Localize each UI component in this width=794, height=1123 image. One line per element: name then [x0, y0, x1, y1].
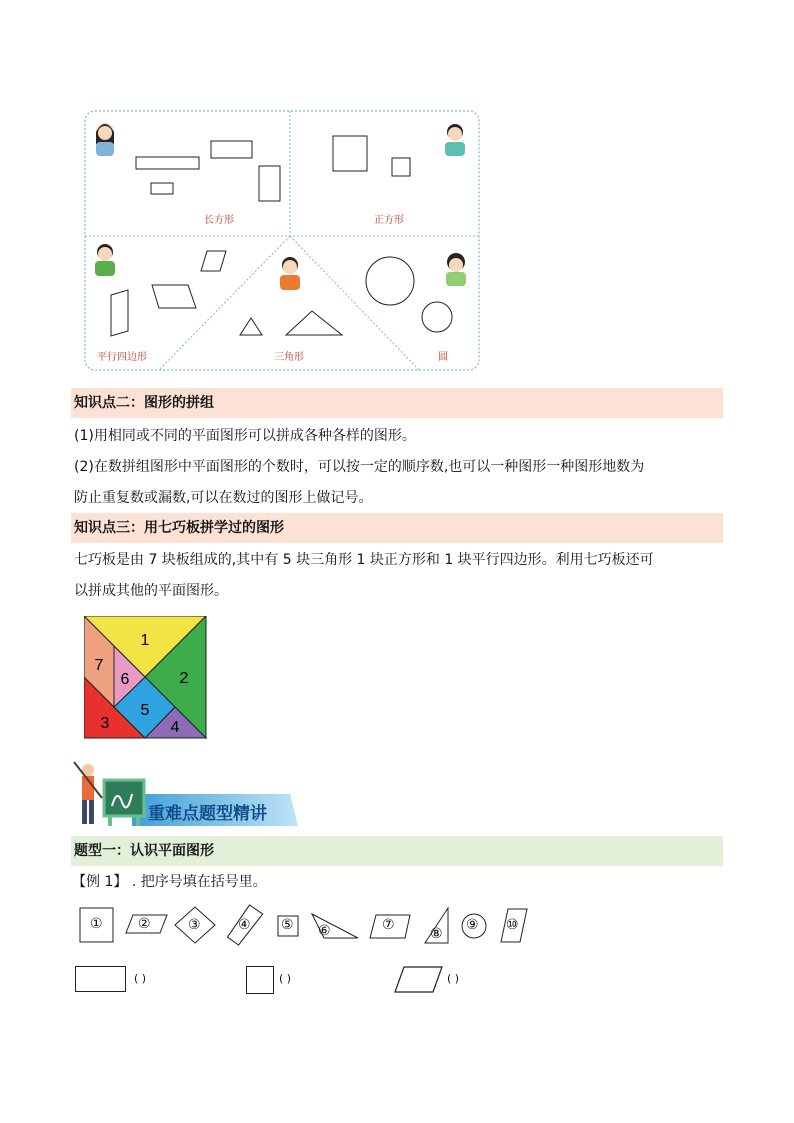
shape-num-10: ⑩ — [506, 917, 519, 933]
tangram-num-3: 3 — [100, 715, 110, 732]
tangram-num-2: 2 — [179, 670, 189, 687]
label-square: 正方形 — [374, 215, 404, 226]
shape-num-1: ① — [90, 916, 103, 932]
answer-paren-parallelogram[interactable]: ( ) — [447, 972, 460, 985]
answer-paren-rectangle[interactable]: ( ) — [134, 972, 147, 985]
answer-rectangle-shape — [75, 966, 126, 992]
section-3-paragraph-1b: 以拼成其他的平面图形。 — [74, 583, 228, 599]
answer-parallelogram-shape — [394, 966, 444, 994]
child-figure-3 — [95, 244, 115, 276]
child-figure-2 — [445, 124, 465, 156]
tangram-num-4: 4 — [170, 719, 180, 736]
shape-num-2: ② — [138, 916, 151, 932]
tangram-figure — [84, 616, 208, 740]
type-1-header: 题型一：认识平面图形 — [71, 836, 723, 866]
tangram-num-6: 6 — [120, 671, 130, 688]
shape-num-6: ⑥ — [318, 923, 331, 939]
shapes-row — [78, 904, 538, 946]
shape-num-4: ④ — [238, 917, 251, 933]
tangram-num-7: 7 — [94, 657, 104, 674]
example-1-text: 【例 1】 . 把序号填在括号里。 — [72, 874, 267, 890]
section-2-paragraph-2b: 防止重复数或漏数,可以在数过的图形上做记号。 — [74, 490, 373, 506]
shape-num-7: ⑦ — [382, 917, 395, 933]
key-points-banner — [72, 758, 302, 828]
shape-num-8: ⑧ — [430, 926, 443, 942]
shape-num-3: ③ — [188, 917, 201, 933]
section-2-paragraph-1: (1)用相同或不同的平面图形可以拼成各种各样的图形。 — [74, 428, 416, 444]
label-rectangle: 长方形 — [204, 215, 234, 226]
section-3-paragraph-1a: 七巧板是由 7 块板组成的,其中有 5 块三角形 1 块正方形和 1 块平行四边形。利用七巧板还可 — [74, 552, 654, 568]
shape-num-5: ⑤ — [281, 917, 294, 933]
child-figure-5 — [446, 253, 466, 286]
tangram-svg — [84, 616, 208, 740]
classification-frame — [84, 110, 480, 371]
answer-paren-square[interactable]: ( ) — [279, 972, 292, 985]
label-parallelogram: 平行四边形 — [97, 352, 147, 363]
section-2-header: 知识点二：图形的拼组 — [71, 388, 723, 418]
shape-classification-diagram — [84, 110, 480, 371]
label-circle: 圆 — [438, 352, 448, 363]
shape-num-9: ⑨ — [466, 917, 479, 933]
section-3-header: 知识点三：用七巧板拼学过的图形 — [71, 513, 723, 543]
label-triangle: 三角形 — [274, 352, 304, 363]
banner-title: 重难点题型精讲 — [148, 804, 267, 824]
section-2-paragraph-2a: (2)在数拼组图形中平面图形的个数时，可以按一定的顺序数,也可以一种图形一种图形地数为 — [74, 459, 645, 475]
answer-square-shape — [246, 966, 274, 994]
child-figure-4 — [280, 257, 300, 290]
tangram-num-1: 1 — [140, 632, 150, 649]
child-figure-1 — [96, 123, 114, 156]
tangram-num-5: 5 — [140, 702, 150, 719]
